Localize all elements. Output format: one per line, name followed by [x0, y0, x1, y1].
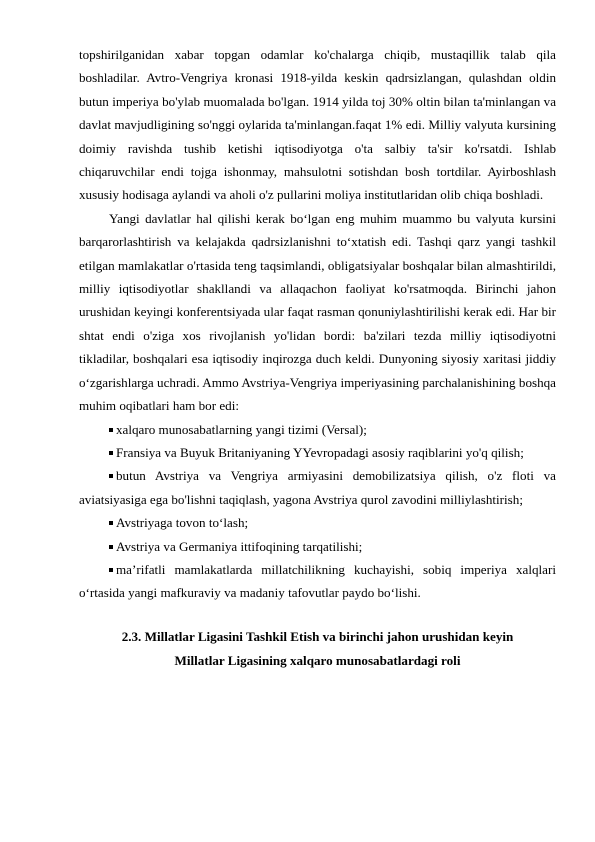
- bullet-icon: [109, 545, 113, 549]
- section-heading-line-2: Millatlar Ligasining xalqaro munosabatlardagi roli: [174, 652, 461, 668]
- list-item-text: butun Avstriya va Vengriya armiyasini demobilizatsiya qilish, o'z floti va aviatsiyasiga ega bo'lishni taqiqlash, yagona Avstriya qurol zavodini milliylashtirish;: [79, 468, 556, 507]
- bullet-icon: [109, 568, 113, 572]
- list-item-text: Avstriyaga tovon to‘lash;: [116, 515, 249, 531]
- list-item: [79, 535, 556, 558]
- list-item-text: ma’rifatli mamlakatlarda millatchilikning kuchayishi, sobiq imperiya xalqlari o‘rtasida yangi mafkuraviy va madaniy tafovutlar paydo bo‘lishi.: [79, 561, 556, 601]
- section-heading-line-1: 2.3. Millatlar Ligasini Tashkil Etish va birinchi jahon urushidan keyin: [121, 628, 514, 644]
- list-item-text: Avstriya va Germaniya ittifoqining tarqatilishi;: [116, 538, 363, 554]
- bullet-icon: [109, 521, 113, 525]
- list-item: [79, 511, 556, 534]
- list-item-text: Fransiya va Buyuk Britaniyaning YYevropadagi asosiy raqiblarini yo'q qilish;: [116, 444, 524, 460]
- list-item: [79, 418, 556, 441]
- list-item-text: xalqaro munosabatlarning yangi tizimi (Versal);: [116, 421, 367, 437]
- list-item: [79, 558, 556, 605]
- paragraph-new-states: Yangi davlatlar hal qilishi kerak bo‘lgan eng muhim muammo bu valyuta kursini barqarorlashtirish va kelajakda qadrsizlanishni to‘xtatish edi. Tashqi qarz yangi tashkil etilgan mamlakatlar o'rtasida teng taqsimlandi, obligatsiyalar boshqalar bilan almashtirildi, milliy iqtisodiyotlar shakllandi va allaqachon faoliyat ko'rsatmoqda. Birinchi jahon urushidan keyingi konferentsiyada ular faqat rasman qonuniylashtirilishi kerak edi. Har bir shtat endi o'ziga xos rivojlanish yo'lidan bordi: ba'zilari tezda milliy iqtisodiyotni tikladilar, boshqalari esa iqtisodiy inqirozga duch keldi. Dunyoning siyosiy xaritasi jiddiy o‘zgarishlarga uchradi. Ammo Avstriya-Vengriya imperiyasining parchalanishining boshqa muhim oqibatlari ham bor edi:: [79, 210, 556, 414]
- document-page: [79, 43, 556, 673]
- bullet-icon: [109, 451, 113, 455]
- paragraph-continuation: topshirilganidan xabar topgan odamlar ko'chalarga chiqib, mustaqillik talab qila boshladilar. Avtro-Vengriya kronasi 1918-yilda keskin qadrsizlangan, qulashdan oldin butun imperiya bo'ylab muomalada bo'lgan. 1914 yilda toj 30% oltin bilan ta'minlangan va davlat mavjudligining so'nggi oylarida ta'minlangan.faqat 1% edi. Milliy valyuta kursining doimiy ravishda tushib ketishi iqtisodiyotga o'ta salbiy ta'sir ko'rsatdi. Ishlab chiqaruvchilar endi tojga ishonmay, mahsulotni sotishdan bosh tortdilar. Ayirboshlash xususiy hodisaga aylandi va aholi o'z pullarini moliya institutlaridan olib chiqa boshladi.: [79, 47, 556, 203]
- list-item: [79, 464, 556, 511]
- bullet-icon: [109, 428, 113, 432]
- section-heading: [79, 625, 556, 673]
- bullet-icon: [109, 474, 113, 478]
- list-item: [79, 441, 556, 464]
